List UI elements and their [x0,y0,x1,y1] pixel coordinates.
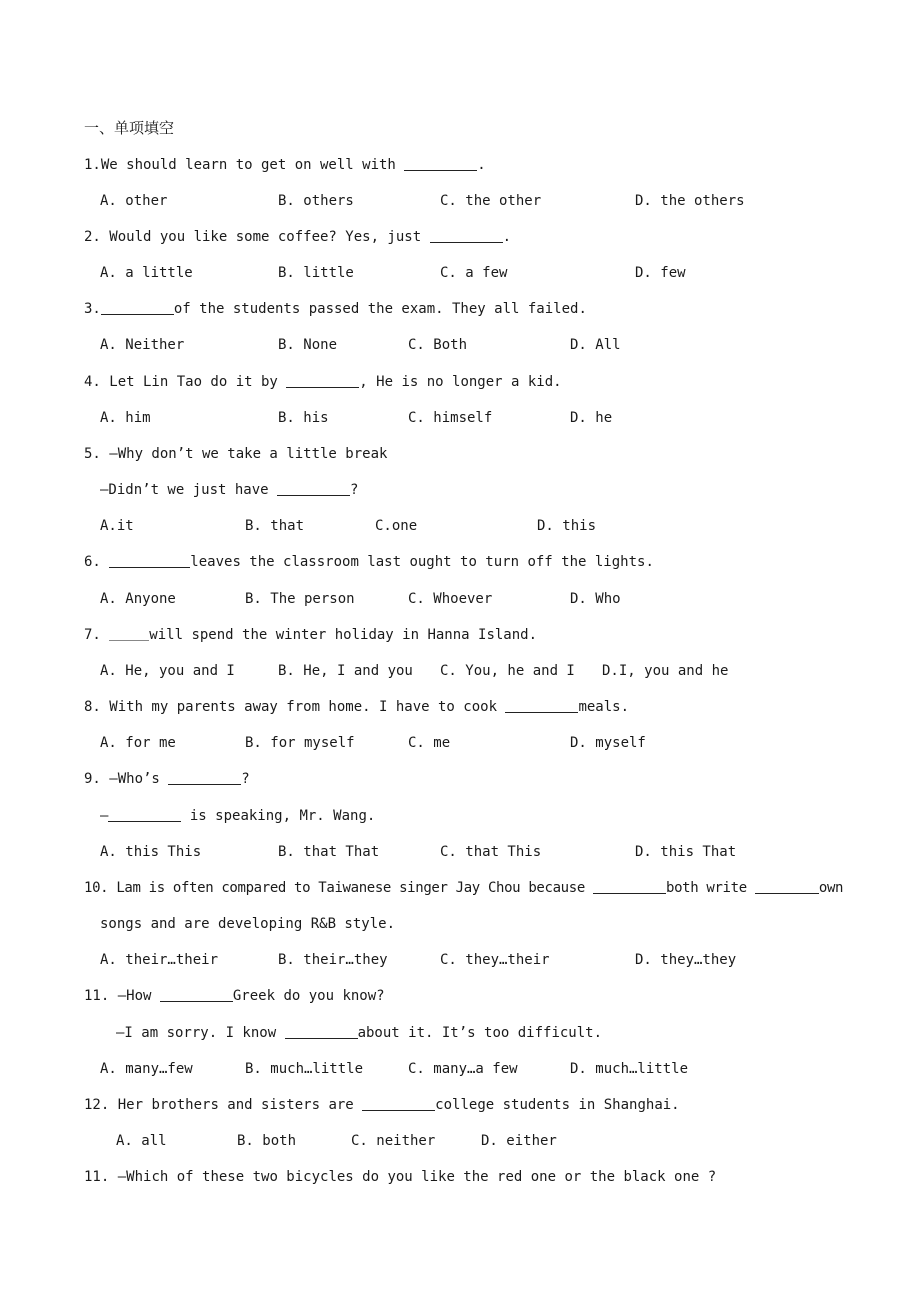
option-d[interactable]: D. this [537,518,597,534]
question-number: 10. [84,880,109,896]
option-d[interactable]: D. he [570,410,613,426]
question-5-reply [100,481,358,499]
question-stem: We should learn to get on well with [100,157,405,173]
answer-blank[interactable] [108,807,181,822]
question-stem: Would you like some coffee? Yes, just [100,229,430,245]
question-stem-end: ? [241,771,250,787]
option-d[interactable]: D. either [481,1133,557,1149]
option-d[interactable]: D. Who [570,591,621,607]
option-d[interactable]: D. the others [635,193,745,209]
option-a[interactable]: A. Neither [100,337,185,353]
option-b[interactable]: B. little [278,265,354,281]
option-a[interactable]: A. this This [100,844,202,860]
answer-blank[interactable] [168,770,241,785]
answer-blank[interactable] [505,698,578,713]
option-a[interactable]: A. for me [100,735,176,751]
reply-text: is speaking, Mr. Wang. [181,808,376,824]
answer-blank[interactable] [430,228,503,243]
question-stem: —Why don’t we take a little break [100,446,388,462]
question-5 [84,445,387,463]
question-number: 11. [84,988,110,1004]
question-stem-mid: both write [665,880,755,896]
question-number: 7. [84,627,101,643]
question-stem-end: meals. [578,699,630,715]
question-stem: of the students passed the exam. They all failed. [173,301,587,317]
question-stem [101,627,109,643]
answer-blank[interactable] [286,373,359,388]
option-a[interactable]: A. a little [100,265,193,281]
answer-blank[interactable] [109,553,190,568]
reply-text: —I am sorry. I know [116,1025,285,1041]
question-number: 2. [84,229,101,245]
question-1 [84,156,486,174]
option-a[interactable]: A. He, you and I [100,663,235,679]
option-b[interactable]: B. their…they [278,952,388,968]
question-stem: Let Lin Tao do it by [100,374,287,390]
option-b[interactable]: B. None [278,337,338,353]
option-b[interactable]: B. He, I and you [278,663,413,679]
section-title: 一、单项填空 [84,119,175,137]
option-d[interactable]: D.I, you and he [602,663,729,679]
option-c[interactable]: C. they…their [440,952,550,968]
question-stem-end: leaves the classroom last ought to turn off the lights. [190,554,654,570]
question-stem-end: , He is no longer a kid. [359,374,562,390]
option-c[interactable]: C. Both [408,337,468,353]
question-9-reply [100,807,375,825]
question-stem: Lam is often compared to Taiwanese singer Jay Chou because [108,880,593,896]
option-a[interactable]: A. other [100,193,168,209]
question-stem-end: . [502,229,512,245]
question-stem: Her brothers and sisters are [109,1097,363,1113]
question-stem: —Which of these two bicycles do you like the red one or the black one ? [109,1169,717,1185]
option-c[interactable]: C. neither [351,1133,436,1149]
question-11 [84,987,385,1005]
question-number: 4. [84,374,101,390]
option-c[interactable]: C. that This [440,844,542,860]
question-stem-end: . [477,157,486,173]
option-b[interactable]: B. much…little [245,1061,364,1077]
question-stem-end: Greek do you know? [232,988,385,1004]
option-a[interactable]: A. all [116,1133,167,1149]
option-c[interactable]: C.one [375,518,418,534]
question-number: 6. [84,554,101,570]
question-6 [84,553,654,571]
question-number: 5. [84,446,101,462]
option-c[interactable]: C. You, he and I [440,663,575,679]
option-b[interactable]: B. his [278,410,329,426]
option-c[interactable]: C. Whoever [408,591,493,607]
option-d[interactable]: D. much…little [570,1061,689,1077]
option-c[interactable]: C. himself [408,410,493,426]
answer-blank[interactable] [404,156,477,171]
answer-blank[interactable] [160,987,233,1002]
reply-dash: — [100,808,109,824]
option-a[interactable]: A. many…few [100,1061,193,1077]
option-c[interactable]: C. many…a few [408,1061,518,1077]
question-stem: With my parents away from home. I have to cook [100,699,506,715]
option-d[interactable]: D. All [570,337,621,353]
option-a[interactable]: A.it [100,518,134,534]
option-d[interactable]: D. myself [570,735,646,751]
question-number: 3. [84,301,101,317]
answer-blank[interactable] [109,626,149,641]
option-a[interactable]: A. him [100,410,151,426]
question-stem-end: own [818,880,844,896]
answer-blank[interactable] [285,1024,358,1039]
reply-text: —Didn’t we just have [100,482,278,498]
question-stem: —How [109,988,160,1004]
option-d[interactable]: D. they…they [635,952,737,968]
option-b[interactable]: B. others [278,193,354,209]
question-stem-end: will spend the winter holiday in Hanna Island. [149,627,538,643]
question-10-continued: songs and are developing R&B style. [100,916,396,932]
question-2 [84,228,511,246]
question-12 [84,1096,680,1114]
question-number: 11. [84,1169,110,1185]
option-b[interactable]: B. that That [278,844,380,860]
question-stem-end: college students in Shanghai. [435,1097,680,1113]
question-stem [101,554,109,570]
question-10 [84,879,843,897]
answer-blank[interactable] [593,879,666,894]
option-b[interactable]: B. both [237,1133,297,1149]
option-d[interactable]: D. few [635,265,686,281]
option-a[interactable]: A. Anyone [100,591,176,607]
option-c[interactable]: C. a few [440,265,508,281]
reply-end: ? [350,482,359,498]
option-c[interactable]: C. me [408,735,451,751]
reply-end: about it. It’s too difficult. [357,1025,603,1041]
question-8 [84,698,629,716]
question-number: 1. [84,157,101,173]
option-b[interactable]: B. The person [245,591,355,607]
question-7 [84,626,537,644]
question-13 [84,1168,716,1186]
option-d[interactable]: D. this That [635,844,737,860]
answer-blank[interactable] [362,1096,435,1111]
question-9 [84,770,250,788]
question-number: 12. [84,1097,110,1113]
answer-blank[interactable] [755,879,819,894]
answer-blank[interactable] [277,481,350,496]
question-3 [84,300,587,318]
option-c[interactable]: C. the other [440,193,542,209]
option-a[interactable]: A. their…their [100,952,219,968]
question-number: 8. [84,699,101,715]
question-number: 9. [84,771,101,787]
question-4 [84,373,562,391]
question-stem: —Who’s [100,771,169,787]
option-b[interactable]: B. for myself [245,735,355,751]
option-b[interactable]: B. that [245,518,305,534]
answer-blank[interactable] [101,300,174,315]
question-11-reply [116,1024,602,1042]
